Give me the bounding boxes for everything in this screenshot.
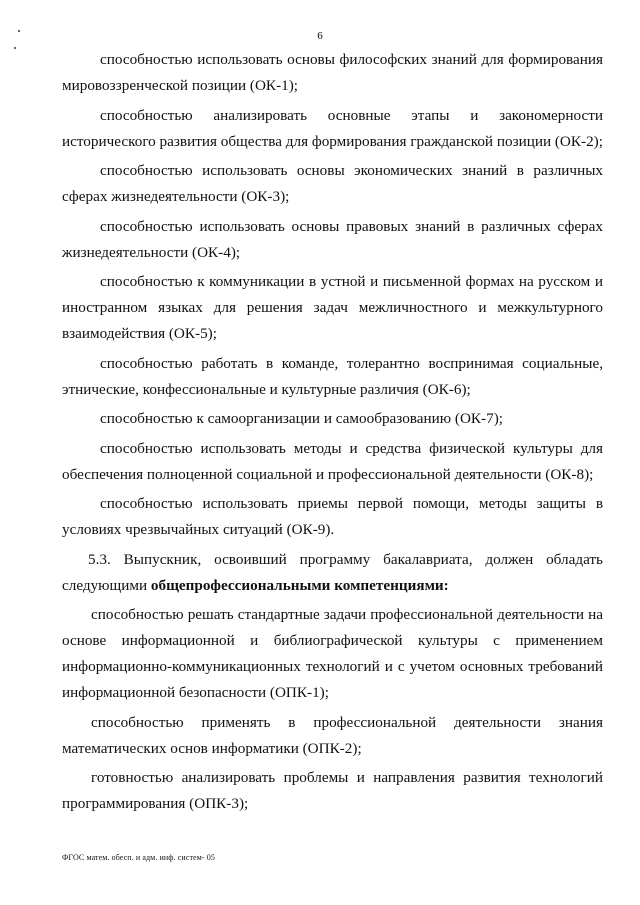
paragraph-ok-7: способностью к самоорганизации и самообразованию (ОК-7); <box>100 410 503 427</box>
section-5-3-paragraph <box>62 547 603 599</box>
paragraph-ok-8: способностью использовать методы и средства физической культуры для обеспечения полноценной социальной и профессиональной деятельности (ОК-8); <box>62 439 603 483</box>
footer-note: ФГОС матем. обесп. и адм. инф. систем- 05 <box>62 853 215 862</box>
section-5-3-bold-term: общепрофессиональными компетенциями: <box>150 576 449 594</box>
paragraph-ok-3: способностью использовать основы экономических знаний в различных сферах жизнедеятельности (ОК-3); <box>62 162 603 205</box>
page-number: 6 <box>317 30 323 42</box>
paragraph-ok-1: способностью использовать основы философских знаний для формирования мировоззренческой позиции (ОК-1); <box>62 51 603 94</box>
paragraph-opk-2: способностью применять в профессиональной деятельности знания математических основ информатики (ОПК-2); <box>62 713 603 757</box>
scan-speck <box>14 47 16 49</box>
paragraph-opk-3: готовностью анализировать проблемы и направления развития технологий программирования (ОПК-3); <box>62 769 603 812</box>
paragraph-ok-9: способностью использовать приемы первой помощи, методы защиты в условиях чрезвычайных ситуаций (ОК-9). <box>62 495 603 538</box>
paragraph-opk-1: способностью решать стандартные задачи профессиональной деятельности на основе информационной и библиографической культуры с применением информационно-коммуникационных технологий и с учетом основных требований информационной безопасности (ОПК-1); <box>62 606 603 701</box>
paragraph-ok-4: способностью использовать основы правовых знаний в различных сферах жизнедеятельности (ОК-4); <box>62 217 603 261</box>
paragraph-ok-5: способностью к коммуникации в устной и письменной формах на русском и иностранном языках для решения задач межличностного и межкультурного взаимодействия (ОК-5); <box>62 273 603 342</box>
section-5-3-lead: 5.3. Выпускник, освоивший программу бакалавриата, должен обладать следующими <box>62 550 603 594</box>
paragraph-ok-6: способностью работать в команде, толерантно воспринимая социальные, этнические, конфессиональные и культурные различия (ОК-6); <box>62 354 603 398</box>
paragraph-ok-2: способностью анализировать основные этапы и закономерности исторического развития общества для формирования гражданской позиции (ОК-2); <box>62 106 603 150</box>
competency-list <box>62 47 603 821</box>
